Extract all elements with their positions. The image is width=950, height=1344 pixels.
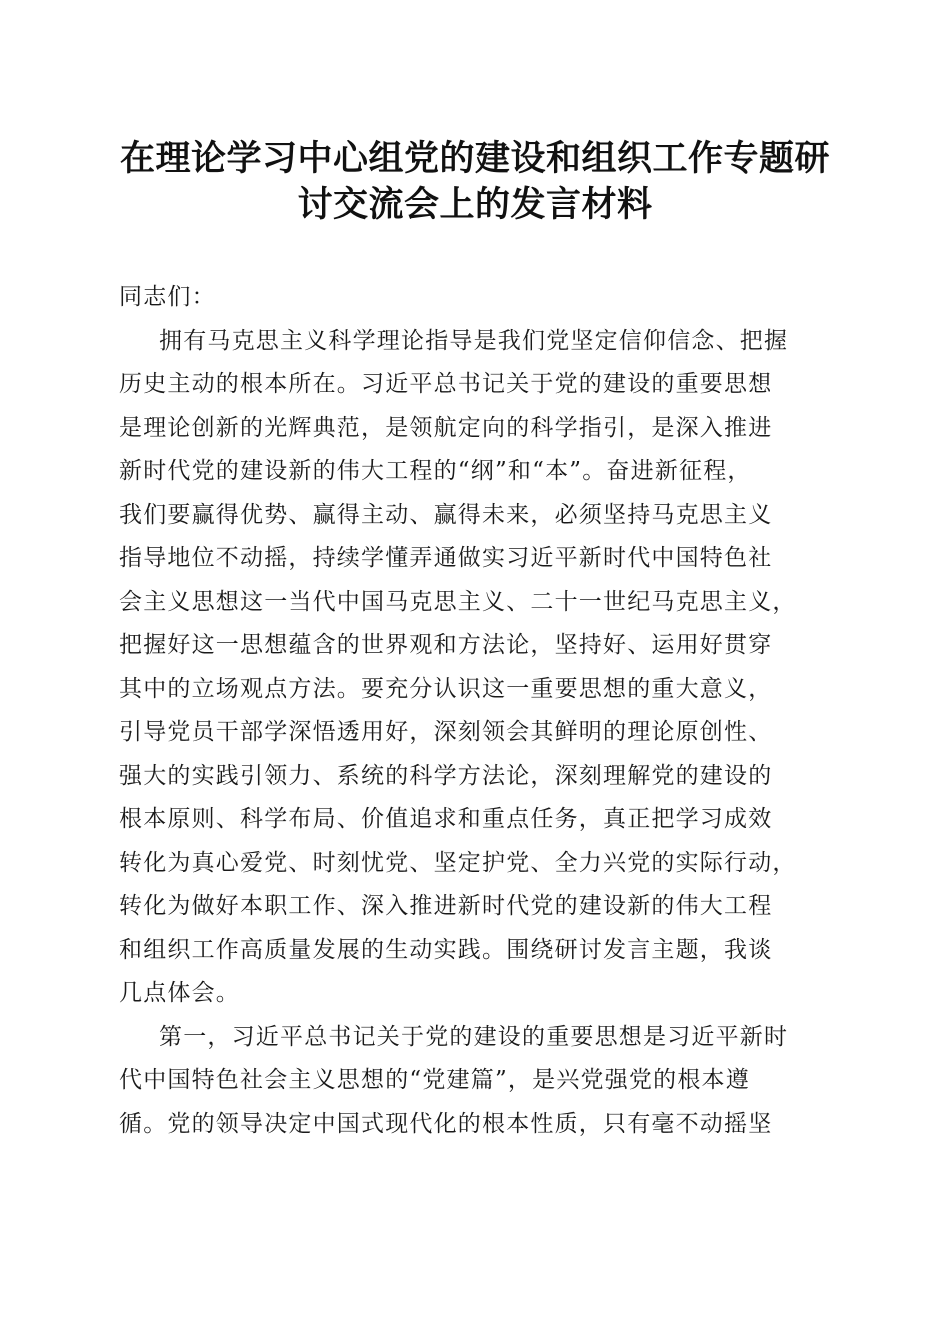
- paragraph-line: 是理论创新的光辉典范，是领航定向的科学指引，是深入推进: [119, 414, 773, 441]
- paragraph-line: 第一，习近平总书记关于党的建设的重要思想是习近平新时: [159, 1023, 789, 1050]
- paragraph-line: 几点体会。: [119, 980, 240, 1006]
- paragraph-line: 新时代党的建设新的伟大工程的“纲”和“本”。奋进新征程，: [119, 458, 752, 484]
- paragraph-line: 代中国特色社会主义思想的“党建篇”，是兴党强党的根本遵: [119, 1067, 750, 1093]
- paragraph-line: 其中的立场观点方法。要充分认识这一重要思想的重大意义，: [119, 675, 773, 702]
- paragraph-1: [119, 320, 831, 1016]
- title-line-1: 在理论学习中心组党的建设和组织工作专题研: [119, 138, 830, 179]
- document-title: [100, 136, 850, 228]
- paragraph-line: 循。党的领导决定中国式现代化的根本性质，只有毫不动摇坚: [119, 1110, 773, 1137]
- paragraph-line: 拥有马克思主义科学理论指导是我们党坚定信仰信念、把握: [159, 327, 789, 354]
- paragraph-line: 把握好这一思想蕴含的世界观和方法论，坚持好、运用好贯穿: [119, 632, 773, 658]
- paragraph-line: 根本原则、科学布局、价值追求和重点任务，真正把学习成效: [119, 806, 773, 832]
- paragraph-line: 强大的实践引领力、系统的科学方法论，深刻理解党的建设的: [119, 762, 773, 789]
- paragraph-line: 历史主动的根本所在。习近平总书记关于党的建设的重要思想: [119, 371, 773, 397]
- paragraph-2: [119, 1016, 831, 1147]
- salutation: 同志们：: [119, 284, 216, 310]
- paragraph-line: 指导地位不动摇，持续学懂弄通做实习近平新时代中国特色社: [119, 545, 773, 571]
- paragraph-line: 转化为做好本职工作、深入推进新时代党的建设新的伟大工程: [119, 893, 773, 919]
- paragraph-line: 我们要赢得优势、赢得主动、赢得未来，必须坚持马克思主义: [119, 501, 773, 528]
- paragraph-line: 转化为真心爱党、时刻忧党、坚定护党、全力兴党的实际行动，: [119, 849, 797, 876]
- document-body: [119, 276, 831, 1146]
- paragraph-line: 会主义思想这一当代中国马克思主义、二十一世纪马克思主义，: [119, 588, 797, 615]
- paragraph-line: 和组织工作高质量发展的生动实践。围绕研讨发言主题，我谈: [119, 936, 773, 963]
- paragraph-line: 引导党员干部学深悟透用好，深刻领会其鲜明的理论原创性、: [119, 719, 773, 745]
- title-line-2: 讨交流会上的发言材料: [297, 184, 653, 225]
